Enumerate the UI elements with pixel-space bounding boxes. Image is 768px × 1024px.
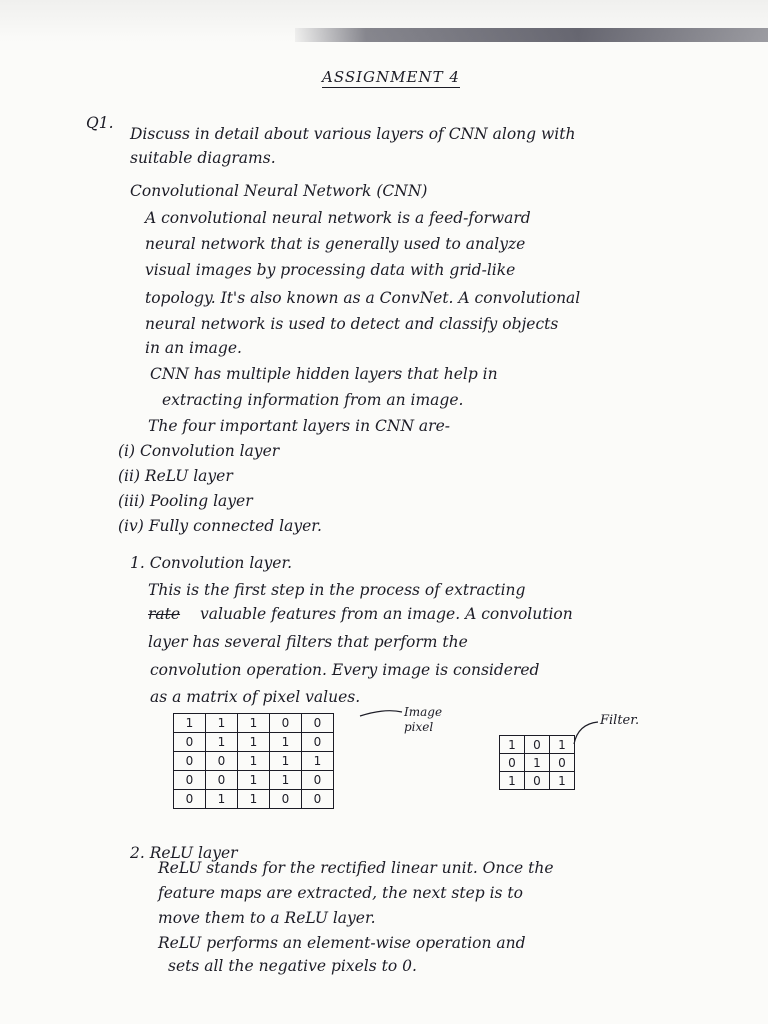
matrix-cell: 0 — [550, 754, 575, 772]
section2-line-4: ReLU performs an element-wise operation and — [158, 934, 526, 952]
matrix-cell: 0 — [174, 733, 206, 752]
question-line-2: suitable diagrams. — [130, 149, 276, 167]
layer-list-item-1: (i) Convolution layer — [118, 442, 280, 460]
matrix-cell: 1 — [238, 771, 270, 790]
page-title: ASSIGNMENT 4 — [322, 68, 460, 86]
intro-line-6: in an image. — [145, 339, 242, 357]
section1-line-2: valuable features from an image. A convolution — [200, 605, 573, 623]
matrix-cell: 0 — [500, 754, 525, 772]
image-label-leader — [360, 711, 402, 716]
section1-line-4: convolution operation. Every image is considered — [150, 661, 540, 679]
image-pixel-label: Image pixel — [404, 705, 443, 734]
matrix-cell: 0 — [525, 736, 550, 754]
section1-line-5: as a matrix of pixel values. — [150, 688, 361, 706]
matrix-cell: 0 — [525, 772, 550, 790]
matrix-cell: 1 — [206, 790, 238, 809]
matrix-cell: 1 — [238, 733, 270, 752]
matrix-cell: 1 — [238, 752, 270, 771]
cnn-line-1: CNN has multiple hidden layers that help in — [150, 365, 498, 383]
matrix-cell: 0 — [206, 752, 238, 771]
matrix-cell: 1 — [270, 752, 302, 771]
intro-line-2: neural network that is generally used to analyze — [145, 235, 526, 253]
section2-line-3: move them to a ReLU layer. — [158, 909, 376, 927]
intro-line-3: visual images by processing data with grid-like — [145, 261, 516, 279]
matrix-cell: 0 — [174, 790, 206, 809]
intro-line-1: A convolutional neural network is a feed-forward — [145, 209, 531, 227]
matrix-cell: 1 — [500, 772, 525, 790]
matrix-cell: 1 — [238, 714, 270, 733]
section2-line-2: feature maps are extracted, the next step is to — [158, 884, 523, 902]
section1-line-3: layer has several filters that perform the — [148, 633, 468, 651]
matrix-cell: 1 — [500, 736, 525, 754]
layer-list-item-4: (iv) Fully connected layer. — [118, 517, 322, 535]
cnn-line-2: extracting information from an image. — [162, 391, 464, 409]
matrix-cell: 0 — [302, 714, 334, 733]
intro-line-5: neural network is used to detect and classify objects — [145, 315, 559, 333]
matrix-cell: 1 — [238, 790, 270, 809]
cnn-line-3: The four important layers in CNN are- — [148, 417, 450, 435]
matrix-cell: 0 — [206, 771, 238, 790]
intro-line-4: topology. It's also known as a ConvNet. A convolutional — [145, 289, 581, 307]
matrix-cell: 0 — [302, 771, 334, 790]
matrix-cell: 0 — [302, 733, 334, 752]
matrix-cell: 0 — [270, 790, 302, 809]
section1-heading: 1. Convolution layer. — [130, 554, 293, 572]
layer-list-item-2: (ii) ReLU layer — [118, 467, 233, 485]
matrix-cell: 1 — [270, 771, 302, 790]
matrix-cell: 0 — [174, 771, 206, 790]
matrix-cell: 1 — [206, 733, 238, 752]
matrix-cell: 0 — [270, 714, 302, 733]
filter-label-leader — [574, 722, 598, 744]
layer-list-item-3: (iii) Pooling layer — [118, 492, 253, 510]
cnn-heading: Convolutional Neural Network (CNN) — [130, 182, 428, 200]
question-number: Q1. — [86, 114, 114, 132]
matrix-cell: 1 — [550, 772, 575, 790]
section2-heading: 2. ReLU layer — [130, 844, 238, 862]
matrix-cell: 0 — [174, 752, 206, 771]
matrix-cell: 0 — [302, 790, 334, 809]
section1-struck-word: rate — [148, 605, 181, 623]
matrix-cell: 1 — [206, 714, 238, 733]
matrix-cell: 1 — [525, 754, 550, 772]
section2-line-1: ReLU stands for the rectified linear unit. Once the — [158, 859, 554, 877]
matrix-cell: 1 — [174, 714, 206, 733]
matrix-cell: 1 — [302, 752, 334, 771]
matrix-cell: 1 — [270, 733, 302, 752]
section1-line-1: This is the first step in the process of extracting — [148, 581, 526, 599]
filter-label: Filter. — [600, 713, 640, 728]
matrix-cell: 1 — [550, 736, 575, 754]
section2-line-5: sets all the negative pixels to 0. — [168, 957, 417, 975]
question-line-1: Discuss in detail about various layers of CNN along with — [130, 125, 576, 143]
